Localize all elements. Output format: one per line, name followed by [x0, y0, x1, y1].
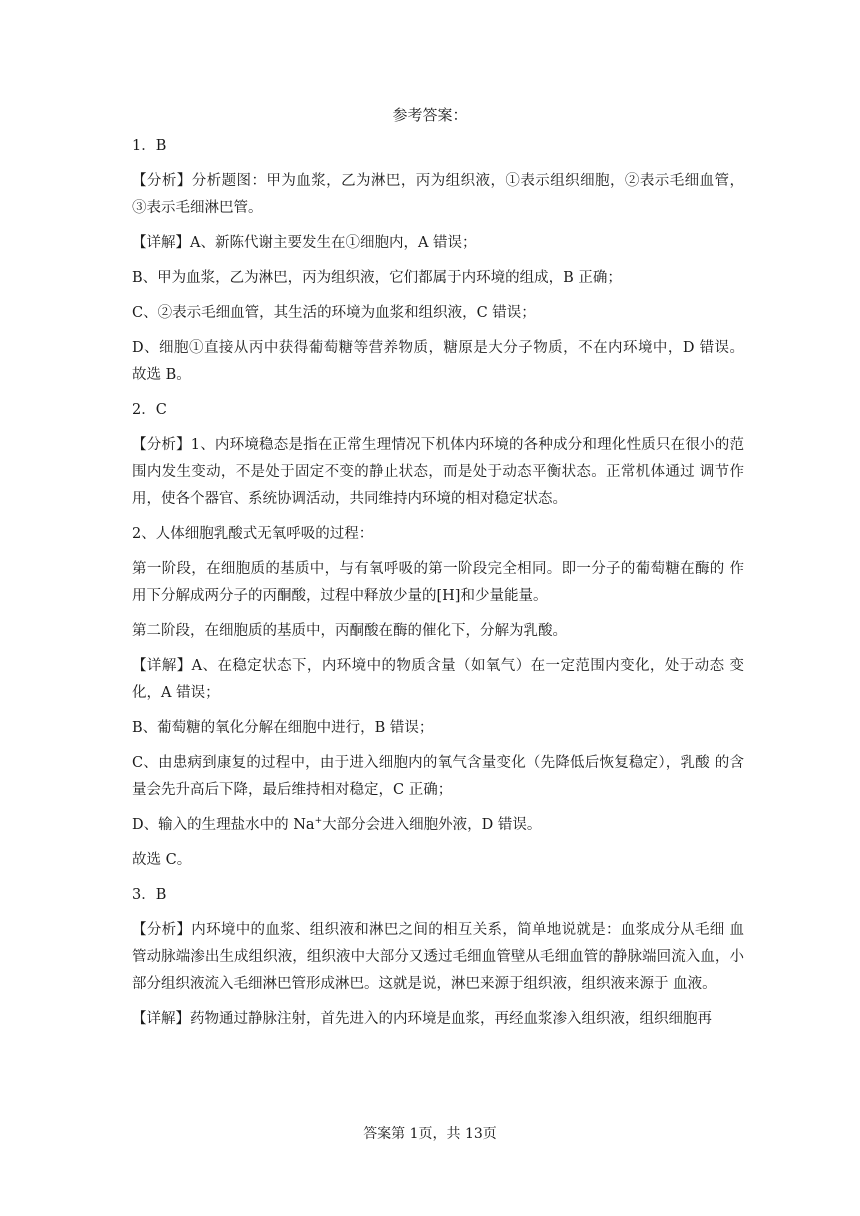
superscript-plus: +	[314, 816, 323, 827]
option-d-line: D、细胞①直接从丙中获得葡萄糖等营养物质，糖原是大分子物质，不在内环境中，D 错误。 故选 B。	[132, 340, 744, 383]
detail-paragraph: 【详解】A、在稳定状态下，内环境中的物质含量（如氧气）在一定范围内变化，处于动态 变化，A 错误；	[132, 658, 744, 701]
answer-number: 1．B	[132, 138, 167, 154]
analysis-paragraph: 【分析】内环境中的血浆、组织液和淋巴之间的相互关系，简单地说就是：血浆成分从毛细 血管动脉端渗出生成组织液，组织液中大部分又透过毛细血管壁从毛细血管的静脉端回流入血，小部分组织液流入毛细淋巴管形成淋巴。这就是说，淋巴来源于组织液，组织液来源于 血液。	[132, 922, 744, 992]
option-c-line: C、②表示毛细血管，其生活的环境为血浆和组织液，C 错误；	[132, 305, 536, 321]
option-b-line: B、甲为血浆，乙为淋巴，丙为组织液，它们都属于内环境的组成，B 正确；	[132, 270, 622, 286]
answer-content	[132, 133, 744, 1041]
stage-two-paragraph: 第二阶段，在细胞质的基质中，丙酮酸在酶的催化下，分解为乳酸。	[132, 623, 567, 639]
page-title: 参考答案：	[392, 106, 468, 124]
option-d-text-before: D、输入的生理盐水中的 Na	[132, 817, 315, 833]
analysis-point-2: 2、人体细胞乳酸式无氧呼吸的过程：	[132, 526, 374, 542]
detail-paragraph: 【详解】药物通过静脉注射，首先进入的内环境是血浆，再经血浆渗入组织液，组织细胞再	[132, 1011, 712, 1027]
answer-number: 3．B	[132, 887, 167, 903]
analysis-paragraph: 【分析】1、内环境稳态是指在正常生理情况下机体内环境的各种成分和理化性质只在很小的范围内发生变动，不是处于固定不变的静止状态，而是处于动态平衡状态。正常机体通过 调节作用，使各个器官、系统协调活动，共同维持内环境的相对稳定状态。	[132, 437, 744, 507]
conclusion-line: 故选 C。	[132, 852, 192, 868]
option-b-line: B、葡萄糖的氧化分解在细胞中进行，B 错误；	[132, 720, 434, 736]
page-footer: 答案第 1页，共 13页	[363, 1126, 497, 1142]
option-d-text-after: 大部分会进入细胞外液，D 错误。	[322, 817, 542, 833]
option-d-line	[132, 812, 744, 839]
option-c-paragraph: C、由患病到康复的过程中，由于进入细胞内的氧气含量变化（先降低后恢复稳定），乳酸 的含量会先升高后下降，最后维持相对稳定，C 正确；	[132, 755, 744, 798]
answer-number: 2．C	[132, 402, 167, 418]
analysis-paragraph: 【分析】分析题图：甲为血浆，乙为淋巴，丙为组织液，①表示组织细胞，②表示毛细血管， ③表示毛细淋巴管。	[132, 173, 744, 216]
detail-paragraph: 【详解】A、新陈代谢主要发生在①细胞内，A 错误；	[132, 235, 477, 251]
stage-one-paragraph: 第一阶段，在细胞质的基质中，与有氧呼吸的第一阶段完全相同。即一分子的葡萄糖在酶的 作用下分解成两分子的丙酮酸，过程中释放少量的[H]和少量能量。	[132, 561, 744, 604]
